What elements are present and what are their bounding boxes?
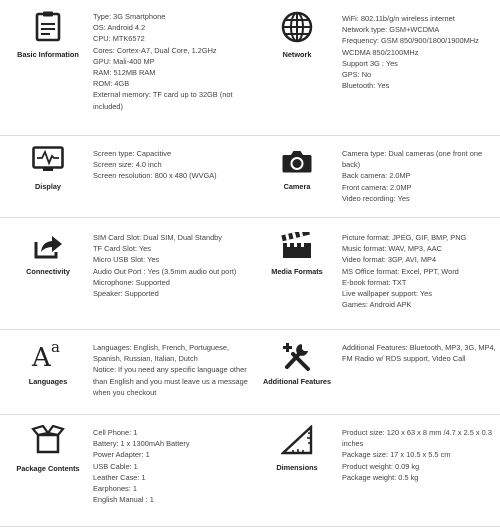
spec-line: FM Radio w/ RDS support, Video Call xyxy=(342,354,466,364)
spec-line: E-book format: TXT xyxy=(342,277,407,287)
spec-line: Notice: If you need any specific language other xyxy=(93,365,247,375)
spec-row-connectivity-media xyxy=(0,218,500,330)
spec-line: inches xyxy=(342,439,364,449)
spec-line: Video recording: Yes xyxy=(342,193,410,203)
display-icon xyxy=(30,146,66,172)
spec-line: Back camera: 2.0MP xyxy=(342,171,411,181)
spec-list-dimensions xyxy=(342,427,498,483)
spec-line: Product size: 120 x 63 x 8 mm /4.7 x 2.5 x 0.3 xyxy=(342,428,492,437)
spec-line: Type: 3G Smartphone xyxy=(93,12,166,21)
globe-icon xyxy=(279,11,315,43)
spec-list-camera xyxy=(342,148,498,204)
spec-line: Product weight: 0.09 kg xyxy=(342,461,420,471)
spec-line: Package weight: 0.5 kg xyxy=(342,472,419,482)
section-title-dimensions: Dimensions xyxy=(276,463,318,472)
spec-line: Spanish, Russian, Italian, Dutch xyxy=(93,354,198,364)
spec-row-languages-features xyxy=(0,330,500,415)
spec-line: Cell Phone: 1 xyxy=(93,428,138,437)
clapperboard-icon xyxy=(279,232,315,260)
spec-line: Leather Case: 1 xyxy=(93,472,146,482)
spec-line: Front camera: 2.0MP xyxy=(342,182,412,192)
section-title-package-contents: Package Contents xyxy=(16,464,80,473)
section-title-languages: Languages xyxy=(28,377,68,386)
spec-line: WCDMA 850/2100MHz xyxy=(342,47,419,57)
spec-line: CPU: MTK6572 xyxy=(93,34,145,44)
section-title-basic-information: Basic Information xyxy=(17,50,79,59)
spec-line: Earphones: 1 xyxy=(93,484,137,494)
spec-line: Support 3G : Yes xyxy=(342,58,398,68)
spec-line: Microphone: Supported xyxy=(93,277,170,287)
spec-list-network xyxy=(342,13,498,91)
spec-list-connectivity xyxy=(93,232,265,299)
section-title-display: Display xyxy=(35,182,61,191)
box-icon xyxy=(30,425,66,455)
spec-line: back) xyxy=(342,160,361,170)
spec-line: Frequency: GSM 850/900/1800/1900MHz xyxy=(342,36,479,46)
spec-line: Additional Features: Bluetooth, MP3, 3G, MP4, xyxy=(342,343,496,352)
section-title-connectivity: Connectivity xyxy=(26,267,70,276)
spec-line: Screen size: 4.0 inch xyxy=(93,160,162,170)
share-icon xyxy=(30,232,66,260)
spec-line: External memory: TF card up to 32GB (not xyxy=(93,90,233,100)
camera-icon xyxy=(279,148,315,174)
clipboard-icon xyxy=(30,10,66,42)
spec-line: when you checkout xyxy=(93,387,157,397)
spec-line: Cores: Cortex-A7, Dual Core, 1.2GHz xyxy=(93,45,217,55)
spec-line: Languages: English, French, Portuguese, xyxy=(93,343,229,352)
spec-line: Speaker: Supported xyxy=(93,289,159,299)
spec-line: Bluetooth: Yes xyxy=(342,81,390,91)
section-title-additional-features: Additional Features xyxy=(262,377,332,386)
spec-line: OS: Android 4.2 xyxy=(93,23,146,33)
spec-list-additional-features xyxy=(342,342,500,364)
spec-line: Camera type: Dual cameras (one front one xyxy=(342,149,483,158)
spec-line: SIM Card Slot: Dual SIM, Dual Standby xyxy=(93,233,222,242)
spec-line: English Manual : 1 xyxy=(93,495,154,505)
spec-line: Music format: WAV, MP3, AAC xyxy=(342,244,442,254)
spec-line: Battery: 1 x 1300mAh Battery xyxy=(93,439,190,449)
spec-list-media-formats xyxy=(342,232,498,310)
spec-line: included) xyxy=(93,101,123,111)
spec-line: Picture format: JPEG, GIF, BMP, PNG xyxy=(342,233,467,242)
spec-line: MS Office format: Excel, PPT, Word xyxy=(342,266,459,276)
section-title-camera: Camera xyxy=(283,182,311,191)
spec-line: Live wallpaper support: Yes xyxy=(342,289,432,299)
spec-line: GPU: Mali-400 MP xyxy=(93,56,155,66)
spec-line: TF Card Slot: Yes xyxy=(93,244,151,254)
spec-line: than English and you must leave us a message xyxy=(93,376,248,386)
spec-line: Audio Out Port : Yes (3.5mm audio out port) xyxy=(93,266,237,276)
spec-list-basic-information xyxy=(93,11,263,112)
section-title-media-formats: Media Formats xyxy=(271,267,323,276)
spec-line: Screen resolution: 800 x 480 (WVGA) xyxy=(93,171,217,181)
spec-line: Network type: GSM+WCDMA xyxy=(342,25,440,35)
spec-line: ROM: 4GB xyxy=(93,79,130,89)
spec-line: Screen type: Capacitive xyxy=(93,149,172,158)
spec-row-package-dimensions xyxy=(0,415,500,527)
spec-line: WiFi: 802.11b/g/n wireless internet xyxy=(342,14,455,23)
spec-row-display-camera xyxy=(0,136,500,218)
spec-line: Power Adapter: 1 xyxy=(93,450,150,460)
tools-icon xyxy=(279,340,315,372)
ruler-triangle-icon xyxy=(279,425,315,455)
spec-line: Games: Android APK xyxy=(342,300,412,310)
spec-list-package-contents xyxy=(93,427,263,505)
svg-text:a: a xyxy=(51,338,60,356)
spec-line: Package size: 17 x 10.5 x 5.5 cm xyxy=(342,450,451,460)
spec-line: Micro USB Slot: Yes xyxy=(93,255,160,265)
section-title-network: Network xyxy=(282,50,312,59)
spec-line: GPS: No xyxy=(342,70,372,80)
spec-row-basic-network xyxy=(0,0,500,136)
svg-text:A: A xyxy=(32,343,51,368)
spec-list-display xyxy=(93,148,263,182)
spec-line: USB Cable: 1 xyxy=(93,461,138,471)
language-icon xyxy=(28,338,68,368)
spec-line: Video format: 3GP, AVI, MP4 xyxy=(342,255,437,265)
spec-line: RAM: 512MB RAM xyxy=(93,68,156,78)
spec-list-languages xyxy=(93,342,267,398)
